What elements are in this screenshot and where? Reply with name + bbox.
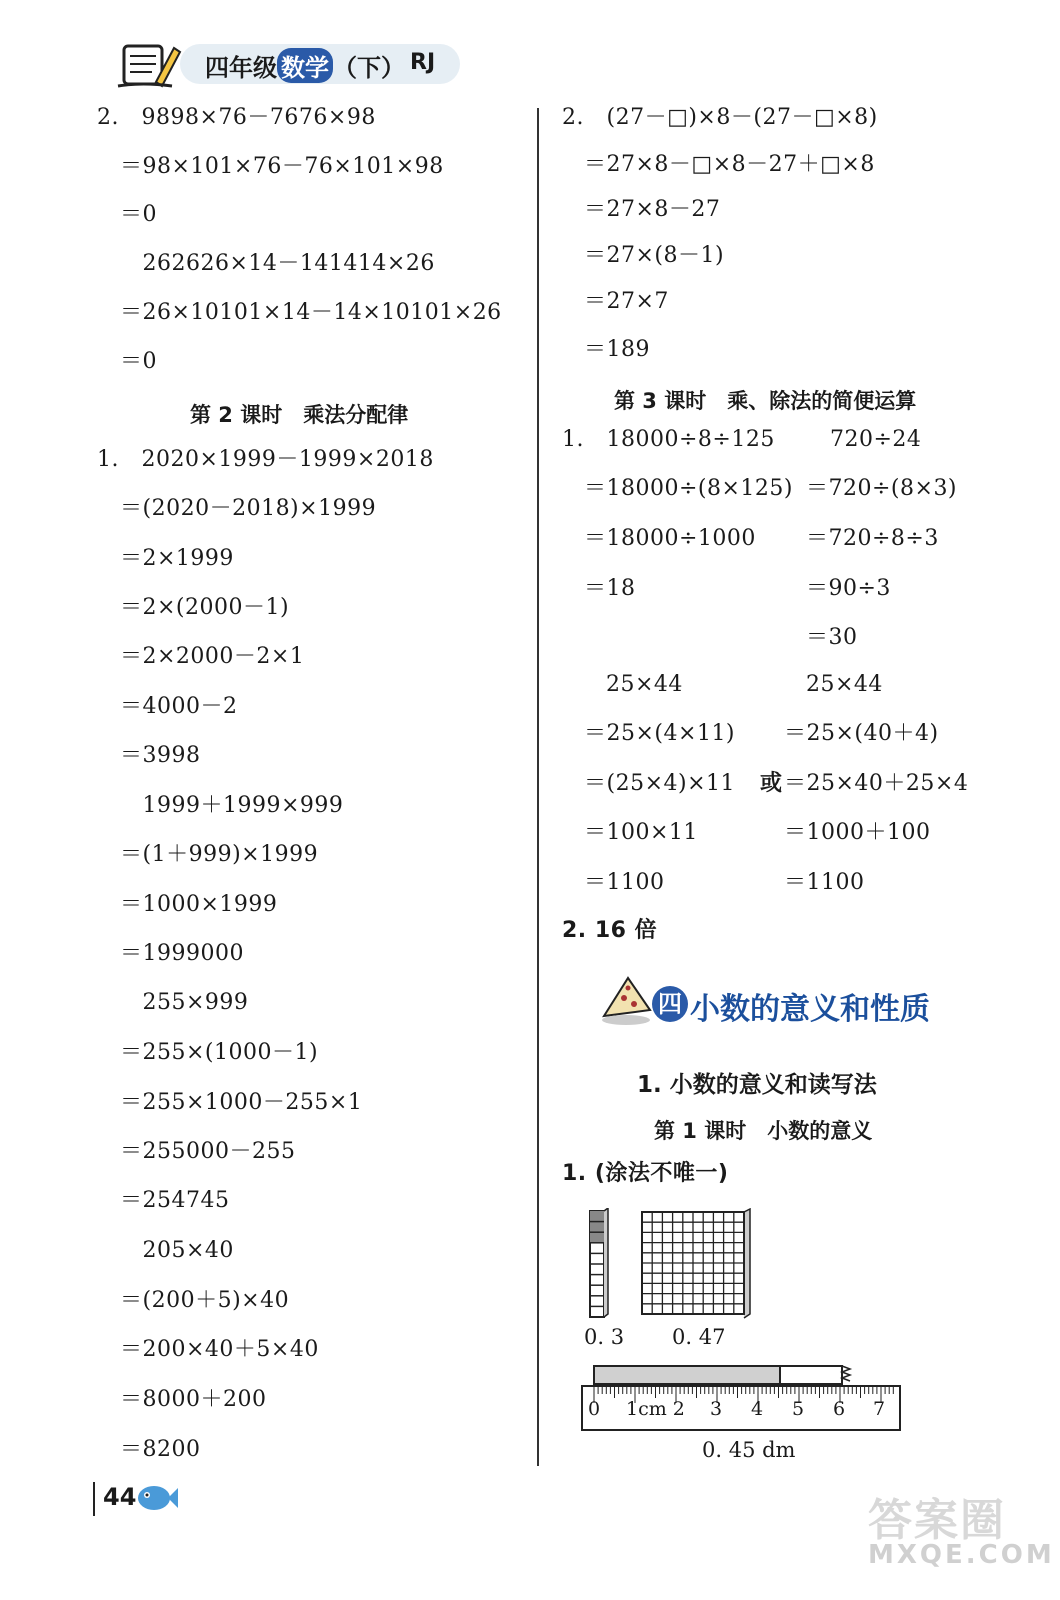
right-line: ＝189 (584, 337, 650, 362)
calc-a-line: ＝18 (584, 576, 636, 601)
caption-hundredths: 0. 47 (672, 1325, 726, 1349)
left-line: ＝2×(2000－1) (120, 595, 290, 620)
left-line: ＝1000×1999 (120, 892, 278, 917)
left-line: ＝200×40＋5×40 (120, 1337, 319, 1362)
left-line: ＝255000－255 (120, 1139, 296, 1164)
left-line: ＝255×1000－255×1 (120, 1090, 363, 1115)
caption-ruler: 0. 45 dm (702, 1438, 796, 1462)
ruler-label-4: 4 (751, 1398, 764, 1420)
left-line: ＝2×1999 (120, 546, 234, 571)
grade-label: 四年级 (205, 54, 277, 82)
left-line: ＝1999000 (120, 941, 244, 966)
hundred-grid-figure (638, 1208, 752, 1322)
left-line: ＝(200＋5)×40 (120, 1288, 290, 1313)
calc-c-line: ＝100×11 (584, 820, 698, 845)
calc-d-line: 25×44 (806, 672, 883, 697)
ruler-label-6: 6 (833, 1398, 846, 1420)
calc-b-line: ＝90÷3 (806, 576, 891, 601)
left-line: 1999＋1999×999 (120, 793, 344, 818)
left-line: ＝255×(1000－1) (120, 1040, 319, 1065)
ruler-label-5: 5 (792, 1398, 805, 1420)
lesson3-heading: 第 3 课时 乘、除法的简便运算 (614, 389, 917, 413)
watermark-url: MXQE.COM (868, 1540, 1055, 1570)
left-line: 205×40 (120, 1238, 234, 1263)
volume-label: （下） (333, 54, 405, 82)
ruler-label-0: 0 (588, 1398, 601, 1420)
right-line: ＝27×8－27 (584, 197, 721, 222)
left-line: ＝4000－2 (120, 694, 238, 719)
calc-d-line: ＝25×40＋25×4 (784, 771, 969, 796)
calc-b-line: ＝30 (806, 625, 858, 650)
calc-b-line: 720÷24 (830, 427, 922, 452)
calc-c-line: 25×44 (606, 672, 683, 697)
column-divider (537, 108, 539, 1466)
pizza-mascot-icon (598, 970, 656, 1028)
left-line: 262626×14－141414×26 (120, 251, 435, 276)
calc-a-line: ＝18000÷1000 (584, 526, 756, 551)
right-line: ＝27×8－□×8－27＋□×8 (584, 152, 875, 177)
left-line: ＝8200 (120, 1437, 201, 1462)
left-line: ＝26×10101×14－14×10101×26 (120, 300, 502, 325)
or-label: 或 (760, 771, 783, 796)
right-line: 2. (27－□)×8－(27－□×8) (562, 105, 878, 130)
left-line: ＝2×2000－2×1 (120, 644, 305, 669)
calc-c-line: ＝(25×4)×11 (584, 771, 736, 796)
page-number: 44 (103, 1483, 137, 1511)
right-line: ＝27×7 (584, 289, 669, 314)
chapter-title: 小数的意义和性质 (690, 992, 930, 1027)
calc-b-line: ＝720÷8÷3 (806, 526, 939, 551)
left-line: 1. 2020×1999－1999×2018 (97, 447, 434, 472)
ruler-label-1: 1cm 2 (626, 1398, 685, 1420)
calc-c-line: ＝25×(4×11) (584, 721, 736, 746)
left-line: ＝98×101×76－76×101×98 (120, 154, 444, 179)
left-line: ＝(1＋999)×1999 (120, 842, 319, 867)
ruler-label-7: 7 (873, 1398, 886, 1420)
right-line: ＝27×(8－1) (584, 243, 725, 268)
left-line: ＝0 (120, 349, 157, 374)
left-line: ＝3998 (120, 743, 201, 768)
q1-label: 1. (涂法不唯一) (562, 1161, 729, 1186)
left-line: ＝(2020－2018)×1999 (120, 496, 377, 521)
lesson2-heading: 第 2 课时 乘法分配律 (190, 403, 409, 427)
footer-bar (93, 1482, 95, 1516)
caption-tenths: 0. 3 (584, 1325, 625, 1349)
calc-a-line: ＝18000÷(8×125) (584, 476, 794, 501)
subject-badge: 数学 (277, 48, 333, 83)
left-line: 255×999 (120, 990, 249, 1015)
q2b-answer: 2. 16 倍 (562, 918, 658, 943)
left-line: ＝0 (120, 202, 157, 227)
calc-b-line: ＝720÷(8×3) (806, 476, 958, 501)
calc-a-line: 1. 18000÷8÷125 (562, 427, 775, 452)
left-line: 2. 9898×76－7676×98 (97, 105, 376, 130)
calc-c-line: ＝1100 (584, 870, 665, 895)
section-title: 1. 小数的意义和读写法 (637, 1072, 877, 1098)
calc-d-line: ＝1100 (784, 870, 865, 895)
lesson1-heading: 第 1 课时 小数的意义 (654, 1119, 873, 1143)
cartoon-fish-icon (136, 1482, 180, 1514)
ruler-label-3: 3 (710, 1398, 723, 1420)
calc-d-line: ＝1000＋100 (784, 820, 931, 845)
calc-d-line: ＝25×(40＋4) (784, 721, 939, 746)
header-title (205, 48, 405, 83)
tenths-strip-figure (586, 1208, 610, 1322)
left-line: ＝8000＋200 (120, 1387, 267, 1412)
edition-label: RJ (410, 50, 436, 75)
notebook-pencil-icon (112, 38, 192, 90)
left-line: ＝254745 (120, 1188, 230, 1213)
chapter-number-badge: 四 (652, 986, 688, 1022)
watermark: 答案圈 (868, 1495, 1006, 1546)
